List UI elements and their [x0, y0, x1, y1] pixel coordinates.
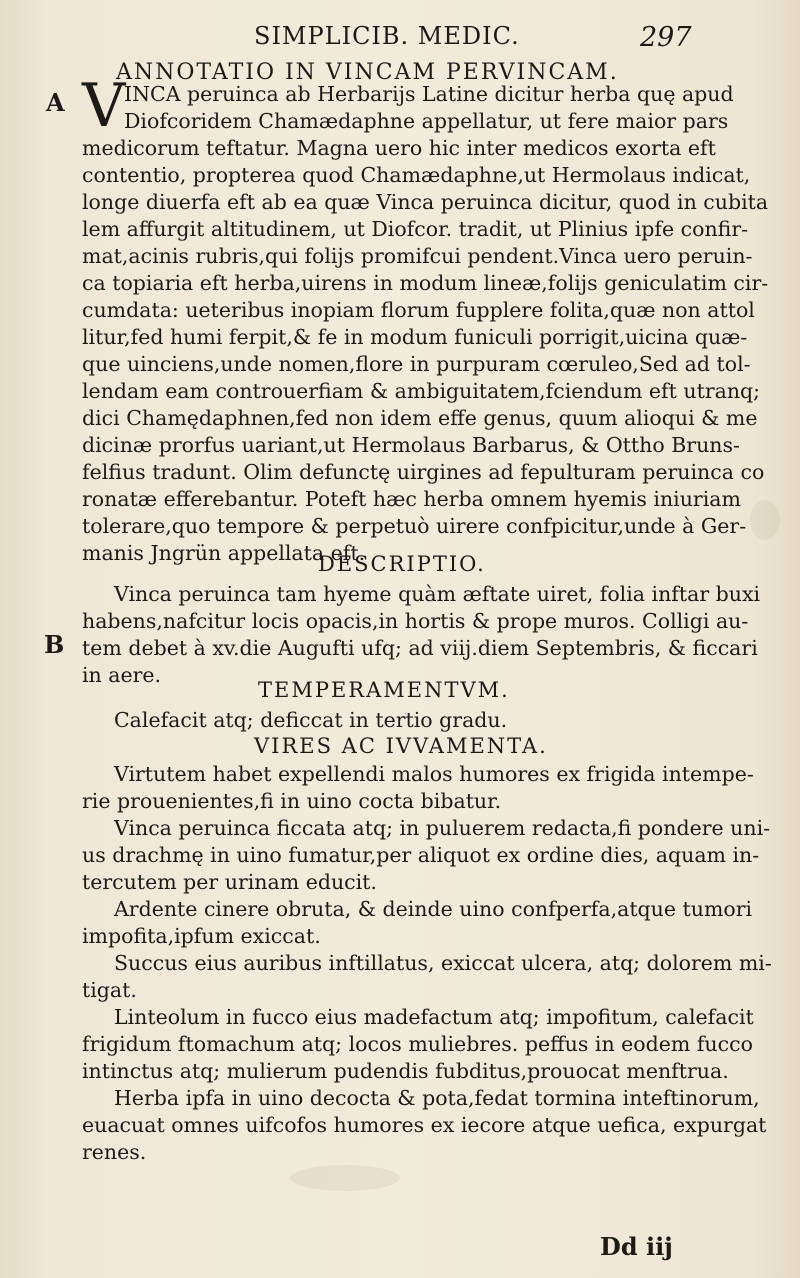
text-line: rie prouenientes,fi in uino cocta bibatur. [82, 789, 502, 813]
margin-letter-b: B [44, 630, 65, 659]
paper-stain [290, 1165, 400, 1191]
text-line: cumdata: ueteribus inopiam florum fupplere folita,quæ non attol [82, 298, 755, 322]
text-line: habens,nafcitur locis opacis,in hortis & prope muros. Colligi au- [82, 609, 749, 633]
text-line: Diofcoridem Chamædaphne appellatur, ut fere maior pars [124, 109, 729, 133]
heading-temperamentum: TEMPERAMENTVM. [258, 678, 510, 702]
text-line: tem debet à xv.die Augufti ufq; ad viij.diem Septembris, & ficcari [82, 636, 758, 660]
text-line: medicorum teftatur. Magna uero hic inter medicos exorta eft [82, 136, 716, 160]
text-line: Virtutem habet expellendi malos humores ex frigida intempe- [114, 762, 754, 786]
text-line: in aere. [82, 663, 162, 687]
text-line: intinctus atq; mulierum pudendis fubditus,prouocat menftrua. [82, 1059, 729, 1083]
text-line: us drachmę in uino fumatur,per aliquot ex ordine dies, aquam in- [82, 843, 760, 867]
section-title: ANNOTATIO IN VINCAM PERVINCAM. [116, 60, 619, 85]
text-line: litur,fed humi ferpit,& fe in modum funiculi porrigit,uicina quæ- [82, 325, 748, 349]
text-line: renes. [82, 1140, 147, 1164]
initial-letter: V [82, 71, 126, 141]
text-line: mat,acinis rubris,qui folijs promifcui pendent.Vinca uero peruin- [82, 244, 753, 268]
text-line: frigidum ftomachum atq; locos muliebres. peffus in eodem fucco [82, 1032, 753, 1056]
paper-stain [750, 500, 780, 540]
text-line: tigat. [82, 978, 137, 1002]
text-line: contentio, propterea quod Chamædaphne,ut Hermolaus indicat, [82, 163, 751, 187]
page-number: 297 [640, 22, 692, 53]
text-line: impofita,ipfum exiccat. [82, 924, 321, 948]
signature-mark: Dd iij [600, 1232, 673, 1261]
text-line: lem affurgit altitudinem, ut Diofcor. tradit, ut Plinius ipfe confir- [82, 217, 749, 241]
text-line: dicinæ prorfus uariant,ut Hermolaus Barbarus, & Ottho Bruns- [82, 433, 740, 457]
text-line: euacuat omnes uifcofos humores ex iecore atque uefica, expurgat [82, 1113, 767, 1137]
text-line: felfius tradunt. Olim defunctę uirgines ad fepulturam peruinca co [82, 460, 765, 484]
text-line: ronatæ efferebantur. Poteft hæc herba omnem hyemis iniuriam [82, 487, 741, 511]
text-line: Vinca peruinca tam hyeme quàm æftate uiret, folia inftar buxi [114, 582, 761, 606]
text-line: Linteolum in fucco eius madefactum atq; impofitum, calefacit [114, 1005, 754, 1029]
running-head: SIMPLICIB. MEDIC. [254, 22, 520, 50]
text-line: Calefacit atq; deficcat in tertio gradu. [114, 708, 508, 732]
text-line: INCA peruinca ab Herbarijs Latine dicitur herba quę apud [124, 82, 734, 106]
text-line: Vinca peruinca ficcata atq; in puluerem redacta,fi pondere uni- [114, 816, 771, 840]
heading-vires: VIRES AC IVVAMENTA. [254, 734, 548, 758]
text-line: que uinciens,unde nomen,flore in purpuram cœruleo,Sed ad tol- [82, 352, 751, 376]
text-line: lendam eam controuerfiam & ambiguitatem,fciendum eft utranq; [82, 379, 761, 403]
text-line: ca topiaria eft herba,uirens in modum lineæ,folijs geniculatim cir- [82, 271, 769, 295]
text-line: tolerare,quo tempore & perpetuò uirere confpicitur,unde à Ger- [82, 514, 747, 538]
text-line: manis Jngrün appellata eft. [82, 541, 366, 565]
text-line: dici Chamędaphnen,fed non idem effe genus, quum alioqui & me [82, 406, 758, 430]
text-line: Herba ipfa in uino decocta & pota,fedat tormina inteftinorum, [114, 1086, 760, 1110]
heading-descriptio: DESCRIPTIO. [318, 552, 486, 576]
margin-letter-a: A [46, 88, 65, 117]
text-line: tercutem per urinam educit. [82, 870, 377, 894]
text-line: Ardente cinere obruta, & deinde uino confperfa,atque tumori [114, 897, 753, 921]
text-line: Succus eius auribus inftillatus, exiccat ulcera, atq; dolorem mi- [114, 951, 772, 975]
text-line: longe diuerfa eft ab ea quæ Vinca peruinca dicitur, quod in cubita [82, 190, 769, 214]
